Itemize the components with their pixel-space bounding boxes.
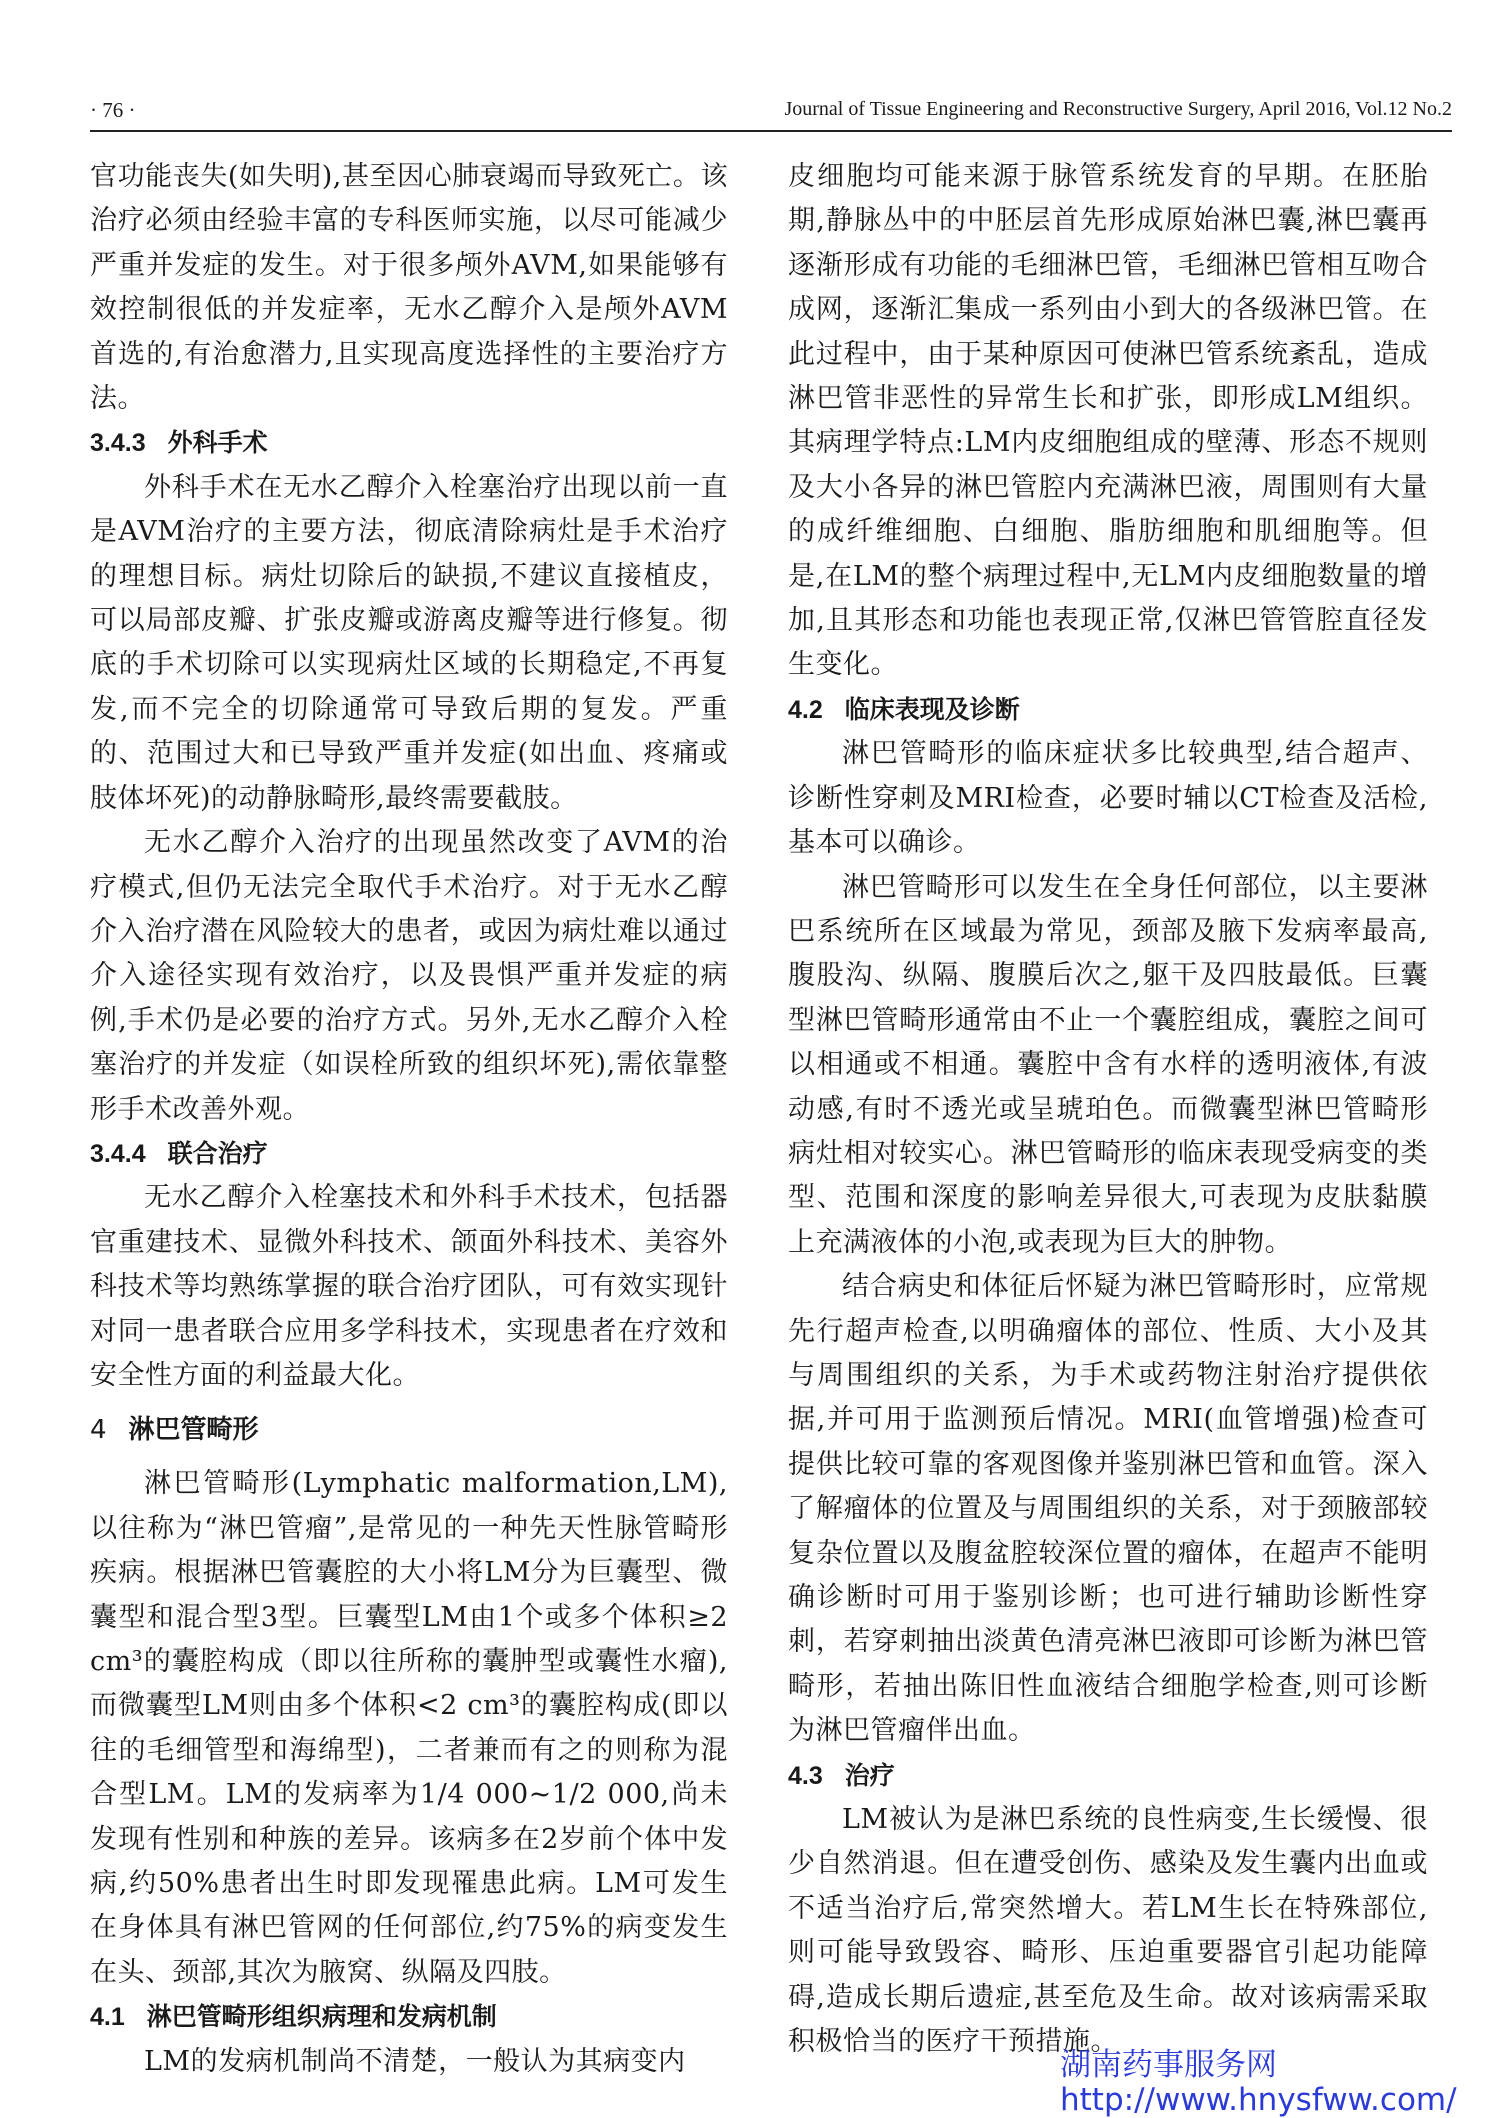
- section-title: 淋巴管畸形: [128, 1415, 259, 1446]
- section-number: 4.1: [90, 2003, 125, 2032]
- watermark-url: http://www.hnysfww.com/: [1060, 2082, 1457, 2118]
- page-number: · 76 ·: [90, 98, 136, 122]
- paragraph: 官功能丧失(如失明),甚至因心肺衰竭而导致死亡。该治疗必须由经验丰富的专科医师实施，以尽可能减少严重并发症的发生。对于很多颅外AVM,如果能够有效控制很低的并发症率，无水乙醇介入是颅外AVM首选的,有治愈潜力,且实现高度选择性的主要治疗方法。: [90, 161, 728, 415]
- section-heading-3-4-4: [90, 1132, 728, 1176]
- paragraph: LM的发病机制尚不清楚，一般认为其病变内: [144, 2045, 686, 2077]
- paragraph: 皮细胞均可能来源于脉管系统发育的早期。在胚胎期,静脉丛中的中胚层首先形成原始淋巴囊,淋巴囊再逐渐形成有功能的毛细淋巴管，毛细淋巴管相互吻合成网，逐渐汇集成一系列由小到大的各级淋巴管。在此过程中，由于某种原因可使淋巴管系统紊乱，造成淋巴管非恶性的异常生长和扩张，即形成LM组织。其病理学特点:LM内皮细胞组成的壁薄、形态不规则及大小各异的淋巴管腔内充满淋巴液，周围则有大量的成纤维细胞、白细胞、脂肪细胞和肌细胞等。但是,在LM的整个病理过程中,无LM内皮细胞数量的增加,且其形态和功能也表现正常,仅淋巴管管腔直径发生变化。: [788, 161, 1428, 681]
- section-number: 3.4.3: [90, 429, 146, 458]
- paragraph: 外科手术在无水乙醇介入栓塞治疗出现以前一直是AVM治疗的主要方法，彻底清除病灶是手术治疗的理想目标。病灶切除后的缺损,不建议直接植皮，可以局部皮瓣、扩张皮瓣或游离皮瓣等进行修复。彻底的手术切除可以实现病灶区域的长期稳定,不再复发,而不完全的切除通常可导致后期的复发。严重的、范围过大和已导致严重并发症(如出血、疼痛或肢体坏死)的动静脉畸形,最终需要截肢。: [90, 471, 728, 814]
- section-title: 临床表现及诊断: [844, 694, 1020, 724]
- left-column: [90, 155, 728, 2084]
- section-heading-3-4-3: [90, 421, 728, 465]
- section-heading-4-3: [788, 1754, 1428, 1798]
- section-title: 治疗: [844, 1760, 895, 1790]
- section-heading-4: [90, 1408, 728, 1452]
- paragraph: 淋巴管畸形(Lymphatic malformation,LM),以往称为“淋巴管瘤”,是常见的一种先天性脉管畸形疾病。根据淋巴管囊腔的大小将LM分为巨囊型、微囊型和混合型3型。巨囊型LM由1个或多个体积≥2 cm³的囊腔构成（即以往所称的囊肿型或囊性水瘤),而微囊型LM则由多个体积<2 cm³的囊腔构成(即以往的毛细管型和海绵型)，二者兼而有之的则称为混合型LM。LM的发病率为1/4 000~1/2 000,尚未发现有性别和种族的差异。该病多在2岁前个体中发病,约50%患者出生时即发现罹患此病。LM可发生在身体具有淋巴管网的任何部位,约75%的病变发生在头、颈部,其次为腋窝、纵隔及四肢。: [90, 1468, 728, 1988]
- section-title: 外科手术: [167, 428, 268, 458]
- paragraph: 无水乙醇介入栓塞技术和外科手术技术，包括器官重建技术、显微外科技术、颌面外科技术、美容外科技术等均熟练掌握的联合治疗团队，可有效实现针对同一患者联合应用多学科技术，实现患者在疗效和安全性方面的利益最大化。: [90, 1182, 728, 1391]
- section-title: 淋巴管畸形组织病理和发病机制: [146, 2002, 497, 2032]
- watermark: [1060, 2048, 1457, 2118]
- watermark-title: 湖南药事服务网: [1060, 2047, 1277, 2083]
- section-number: 4.3: [788, 1761, 823, 1790]
- journal-citation: Journal of Tissue Engineering and Reconstructive Surgery, April 2016, Vol.12 No.2: [784, 98, 1452, 120]
- section-number: 4: [90, 1415, 107, 1446]
- paragraph: 淋巴管畸形的临床症状多比较典型,结合超声、诊断性穿刺及MRI检查，必要时辅以CT检查及活检,基本可以确诊。: [788, 738, 1428, 859]
- paragraph: LM被认为是淋巴系统的良性病变,生长缓慢、很少自然消退。但在遭受创伤、感染及发生囊内出血或不适当治疗后,常突然增大。若LM生长在特殊部位,则可能导致毁容、畸形、压迫重要器官引起功能障碍,造成长期后遗症,甚至危及生命。故对该病需采取积极恰当的医疗干预措施。: [788, 1804, 1428, 2058]
- page-header: [90, 96, 1452, 132]
- section-heading-4-1: [90, 1995, 728, 2039]
- section-number: 4.2: [788, 695, 823, 724]
- right-column: [788, 155, 1428, 2064]
- paragraph: 无水乙醇介入治疗的出现虽然改变了AVM的治疗模式,但仍无法完全取代手术治疗。对于无水乙醇介入治疗潜在风险较大的患者，或因为病灶难以通过介入途径实现有效治疗，以及畏惧严重并发症的病例,手术仍是必要的治疗方式。另外,无水乙醇介入栓塞治疗的并发症（如误栓所致的组织坏死),需依靠整形手术改善外观。: [90, 827, 728, 1125]
- section-number: 3.4.4: [90, 1139, 146, 1168]
- paragraph: 结合病史和体征后怀疑为淋巴管畸形时，应常规先行超声检查,以明确瘤体的部位、性质、大小及其与周围组织的关系，为手术或药物注射治疗提供依据,并可用于监测预后情况。MRI(血管增强)检查可提供比较可靠的客观图像并鉴别淋巴管和血管。深入了解瘤体的位置及与周围组织的关系，对于颈腋部较复杂位置以及腹盆腔较深位置的瘤体，在超声不能明确诊断时可用于鉴别诊断；也可进行辅助诊断性穿刺，若穿刺抽出淡黄色清亮淋巴液即可诊断为淋巴管畸形，若抽出陈旧性血液结合细胞学检查,则可诊断为淋巴管瘤伴出血。: [788, 1271, 1428, 1747]
- paragraph: 淋巴管畸形可以发生在全身任何部位，以主要淋巴系统所在区域最为常见，颈部及腋下发病率最高,腹股沟、纵隔、腹膜后次之,躯干及四肢最低。巨囊型淋巴管畸形通常由不止一个囊腔组成，囊腔之间可以相通或不相通。囊腔中含有水样的透明液体,有波动感,有时不透光或呈琥珀色。而微囊型淋巴管畸形病灶相对较实心。淋巴管畸形的临床表现受病变的类型、范围和深度的影响差异很大,可表现为皮肤黏膜上充满液体的小泡,或表现为巨大的肿物。: [788, 871, 1428, 1258]
- section-heading-4-2: [788, 688, 1428, 732]
- section-title: 联合治疗: [167, 1138, 268, 1168]
